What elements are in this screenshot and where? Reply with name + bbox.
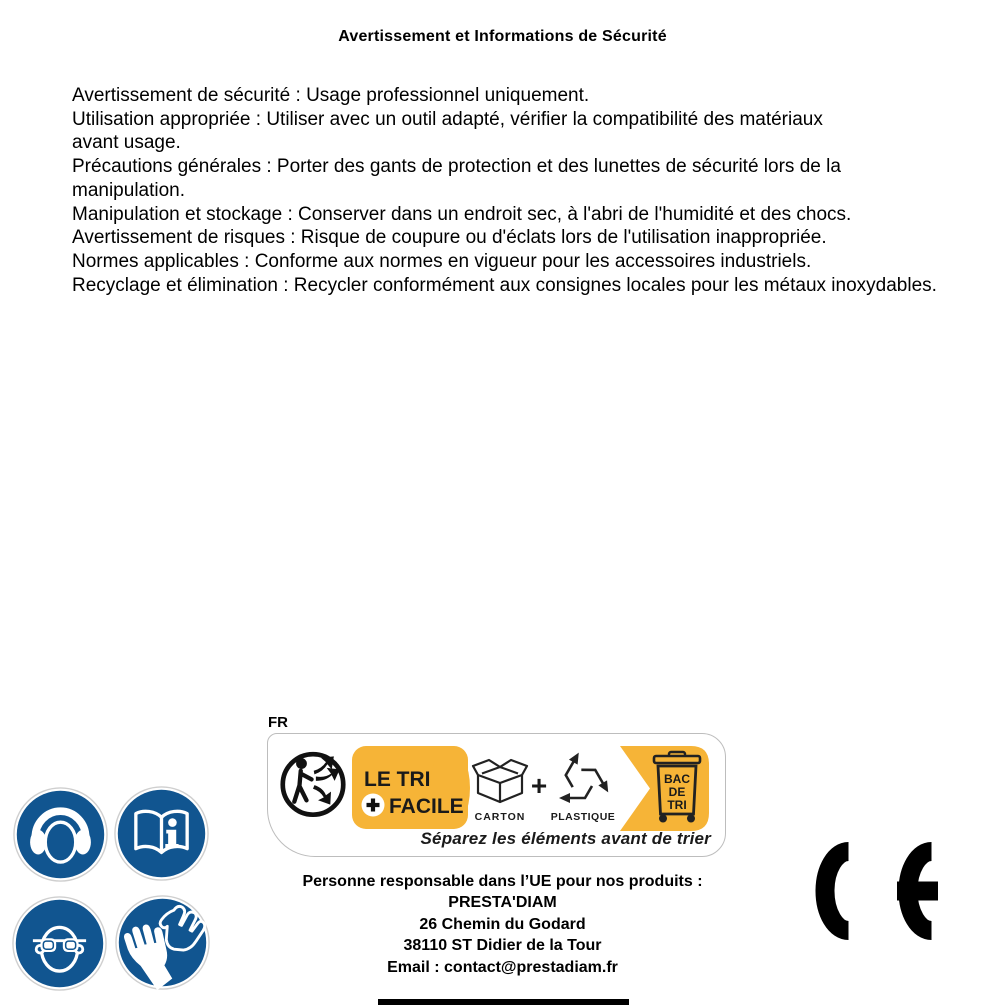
plastique-label: PLASTIQUE <box>550 811 616 823</box>
responsible-line: PRESTA'DIAM <box>448 894 557 912</box>
safety-line: Précautions générales : Porter des gants de protection et des lunettes de sécurité lors de la <box>72 156 841 178</box>
plus-separator: + <box>530 770 548 801</box>
safety-line: Manipulation et stockage : Conserver dans un endroit sec, à l'abri de l'humidité et des chocs. <box>72 203 852 225</box>
tri-headline-top: LE TRI <box>364 768 431 791</box>
responsible-line: 38110 ST Didier de la Tour <box>403 937 602 955</box>
triman-icon <box>277 746 349 820</box>
safety-line: Recyclage et élimination : Recycler conformément aux consignes locales pour les métaux inoxydables. <box>72 274 937 296</box>
sorting-tagline: Séparez les éléments avant de trier <box>420 829 711 848</box>
safety-line: Avertissement de sécurité : Usage professionnel uniquement. <box>72 85 590 106</box>
recycling-info-label <box>267 733 726 857</box>
tri-facile-band <box>352 744 710 833</box>
ce-mark-icon <box>798 842 948 940</box>
responsible-line: Personne responsable dans l’UE pour nos produits : <box>302 873 703 890</box>
safety-text-block <box>72 84 997 297</box>
carton-label: CARTON <box>474 811 526 823</box>
tri-headline-bottom: FACILE <box>389 795 464 818</box>
bin-label-line: BAC <box>664 772 690 786</box>
bin-label-line: TRI <box>667 798 687 812</box>
responsible-email: Email : contact@prestadiam.fr <box>387 958 618 976</box>
safety-line: Normes applicables : Conforme aux normes en vigueur pour les accessoires industriels. <box>72 250 812 272</box>
safety-line: manipulation. <box>72 179 186 201</box>
responsible-line: 26 Chemin du Godard <box>419 915 586 933</box>
plastique-recycle-icon <box>558 750 613 803</box>
cropped-bottom-element <box>378 999 629 1005</box>
bin-label-line: DE <box>668 785 686 799</box>
safety-line: avant usage. <box>72 132 181 154</box>
safety-line: Utilisation appropriée : Utiliser avec un outil adapté, vérifier la compatibilité des matériaux <box>72 108 823 130</box>
page-title: Avertissement et Informations de Sécurité <box>338 28 667 45</box>
carton-box-icon <box>473 760 527 802</box>
country-code-label: FR <box>268 714 288 731</box>
safety-line: Avertissement de risques : Risque de coupure ou d'éclats lors de l'utilisation inappropriée. <box>72 227 827 249</box>
